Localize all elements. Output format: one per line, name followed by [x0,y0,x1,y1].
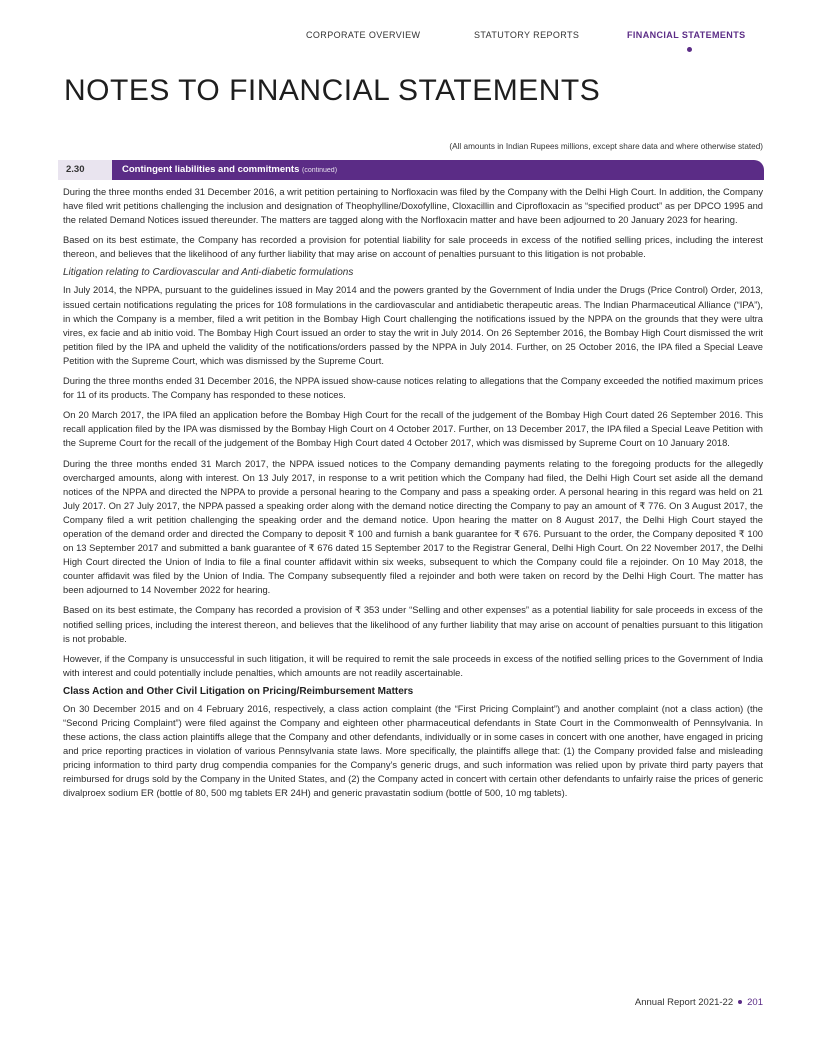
paragraph: Based on its best estimate, the Company has recorded a provision of ₹ 353 under “Selling and other expenses” as a potential liability for sale proceeds in excess of the notified selling prices, including the interest thereon, and believes that the likelihood of any further liability that may arise on account of penalties pursuant to this litigation is not probable. [63,605,763,644]
paragraph: Based on its best estimate, the Company has recorded a provision for potential liability for sale proceeds in excess of the notified selling prices, including the interest thereon, and believes that the likelihood of any further liability that may arise on account of penalties pursuant to this litigation is not probable. [63,235,763,260]
footer-report-label: Annual Report 2021-22 [634,997,734,1008]
paragraph: During the three months ended 31 December 2016, the NPPA issued show-cause notices relating to allegations that the Company exceeded the notified maximum prices for 11 of its products. The Company has responded to these notices. [63,376,763,401]
active-indicator-dot [687,47,692,52]
page-number: 201 [747,997,763,1008]
section-title-bar [112,160,764,180]
notes-body [63,185,763,807]
paragraph: On 20 March 2017, the IPA filed an application before the Bombay High Court for the recall of the judgement of the Bombay High Court dated 26 September 2016. This recall application filed by the IPA was dismissed by the Bombay High Court on 4 October 2017. Further, on 13 December 2017, the IPA filed a Special Leave Petition with the Supreme Court for the recall of the judgement of the Bombay High Court dated 4 October 2017, which was dismissed by Supreme Court on 10 January 2018. [63,410,763,449]
footer-bullet [738,1000,742,1004]
paragraph: During the three months ended 31 March 2017, the NPPA issued notices to the Company demanding payments relating to the foregoing products for the allegedly overcharged amounts, along with interest. On 13 July 2017, in response to a writ petition which the Company had filed, the Delhi High Court set aside all the demand notices of the NPPA and directed the NPPA to provide a personal hearing to the Company and pass a speaking order. A personal hearing in this regard was held on 21 July 2017. On 27 July 2017, the NPPA passed a speaking order along with the demand notice directing the Company to pay an amount of ₹ 776. On 3 August 2017, the Company filed a writ petition challenging the speaking order and the demand notice. Upon hearing the matter on 8 August 2017, the Delhi High Court stayed the operation of the demand order and directed the Company to deposit ₹ 100 and furnish a bank guarantee for ₹ 676. Pursuant to the order, the Company deposited ₹ 100 on 13 September 2017 and submitted a bank guarantee of ₹ 676 dated 15 September 2017 to the Registrar General, Delhi High Court. On 22 November 2017, the Delhi High Court directed the Union of India to file a final counter affidavit within six weeks, subsequent to which the Company could file a rejoinder. On 10 May 2018, the counter affidavit was filed by the Union of India. The Company subsequently filed a rejoinder and both were taken on record by the Delhi High Court. The matter has been adjourned to 14 November 2022 for hearing. [63,458,763,596]
paragraph: On 30 December 2015 and on 4 February 2016, respectively, a class action complaint (the “First Pricing Complaint”) and another complaint (not a class action) (the “Second Pricing Complaint”) were filed against the Company and eighteen other pharmaceutical defendants in State Court in the Commonwealth of Pennsylvania. In these actions, the class action plaintiffs allege that the Company and other defendants, individually or in some cases in concert with one another, have engaged in pricing and price reporting practices in violation of various Pennsylvania state laws. More specifically, the plaintiffs allege that: (1) the Company provided false and misleading pricing information to third party drug compendia companies for the Company’s generic drugs, and such information was relied upon by private third party payers that reimbursed for drugs sold by the Company in the United States, and (2) the Company acted in concert with certain other defendants to unfairly raise the prices of generic divalproex sodium ER (bottle of 80, 500 mg tablets ER 24H) and generic pravastatin sodium (bottle of 500, 10 mg tablets). [63,703,763,799]
section-title: Contingent liabilities and commitments [122,164,300,175]
amounts-note: (All amounts in Indian Rupees millions, except share data and where otherwise stated) [449,142,763,151]
paragraph: In July 2014, the NPPA, pursuant to the guidelines issued in May 2014 and the powers granted by the Government of India under the Drugs (Price Control) Order, 2013, issued certain notifications regulating the prices for 108 formulations in the cardiovascular and antidiabetic therapeutic areas. The Indian Pharmaceutical Alliance (“IPA”), in which the Company is a member, filed a writ petition in the Bombay High Court challenging the notifications issued by the NPPA on the grounds that they were ultra vires, ex facie and ab initio void. The Bombay High Court issued an order to stay the writ in July 2014. On 26 September 2016, the Bombay High Court dismissed the writ petition filed by the IPA and upheld the validity of the notifications/orders passed by the NPPA in July 2014. Further, on 25 October 2016, the IPA filed a Special Leave Petition with the Supreme Court, which was dismissed by the Supreme Court. [63,285,763,366]
paragraph: However, if the Company is unsuccessful in such litigation, it will be required to remit the sale proceeds in excess of the notified selling prices to the Government of India with interest and could potentially include penalties, which amounts are not readily ascertainable. [63,653,763,678]
nav-item-financial-statements[interactable]: FINANCIAL STATEMENTS [627,30,746,40]
subheading-cardiovascular-litigation: Litigation relating to Cardiovascular and Anti-diabetic formulations [63,267,354,279]
section-number: 2.30 [58,160,112,180]
subheading-class-action: Class Action and Other Civil Litigation on Pricing/Reimbursement Matters [63,685,414,697]
top-navigation [0,30,820,60]
nav-item-statutory-reports[interactable]: STATUTORY REPORTS [474,30,580,40]
section-header [58,160,764,180]
page-title: NOTES TO FINANCIAL STATEMENTS [64,74,601,107]
page-footer [635,997,763,1008]
nav-item-corporate-overview[interactable]: CORPORATE OVERVIEW [306,30,421,40]
paragraph: During the three months ended 31 December 2016, a writ petition pertaining to Norfloxacin was filed by the Company with the Delhi High Court. In addition, the Company have filed writ petitions challenging the inclusion and designation of Theophylline/Doxofylline, Cloxacillin and Ciprofloxacin as “specified product” as per DPCO 1995 and the related Demand Notices issued thereunder. The matters are tagged along with the Norfloxacin matter and have been adjourned to 20 January 2023 for hearing. [63,187,763,226]
section-title-suffix: (continued) [302,167,338,174]
